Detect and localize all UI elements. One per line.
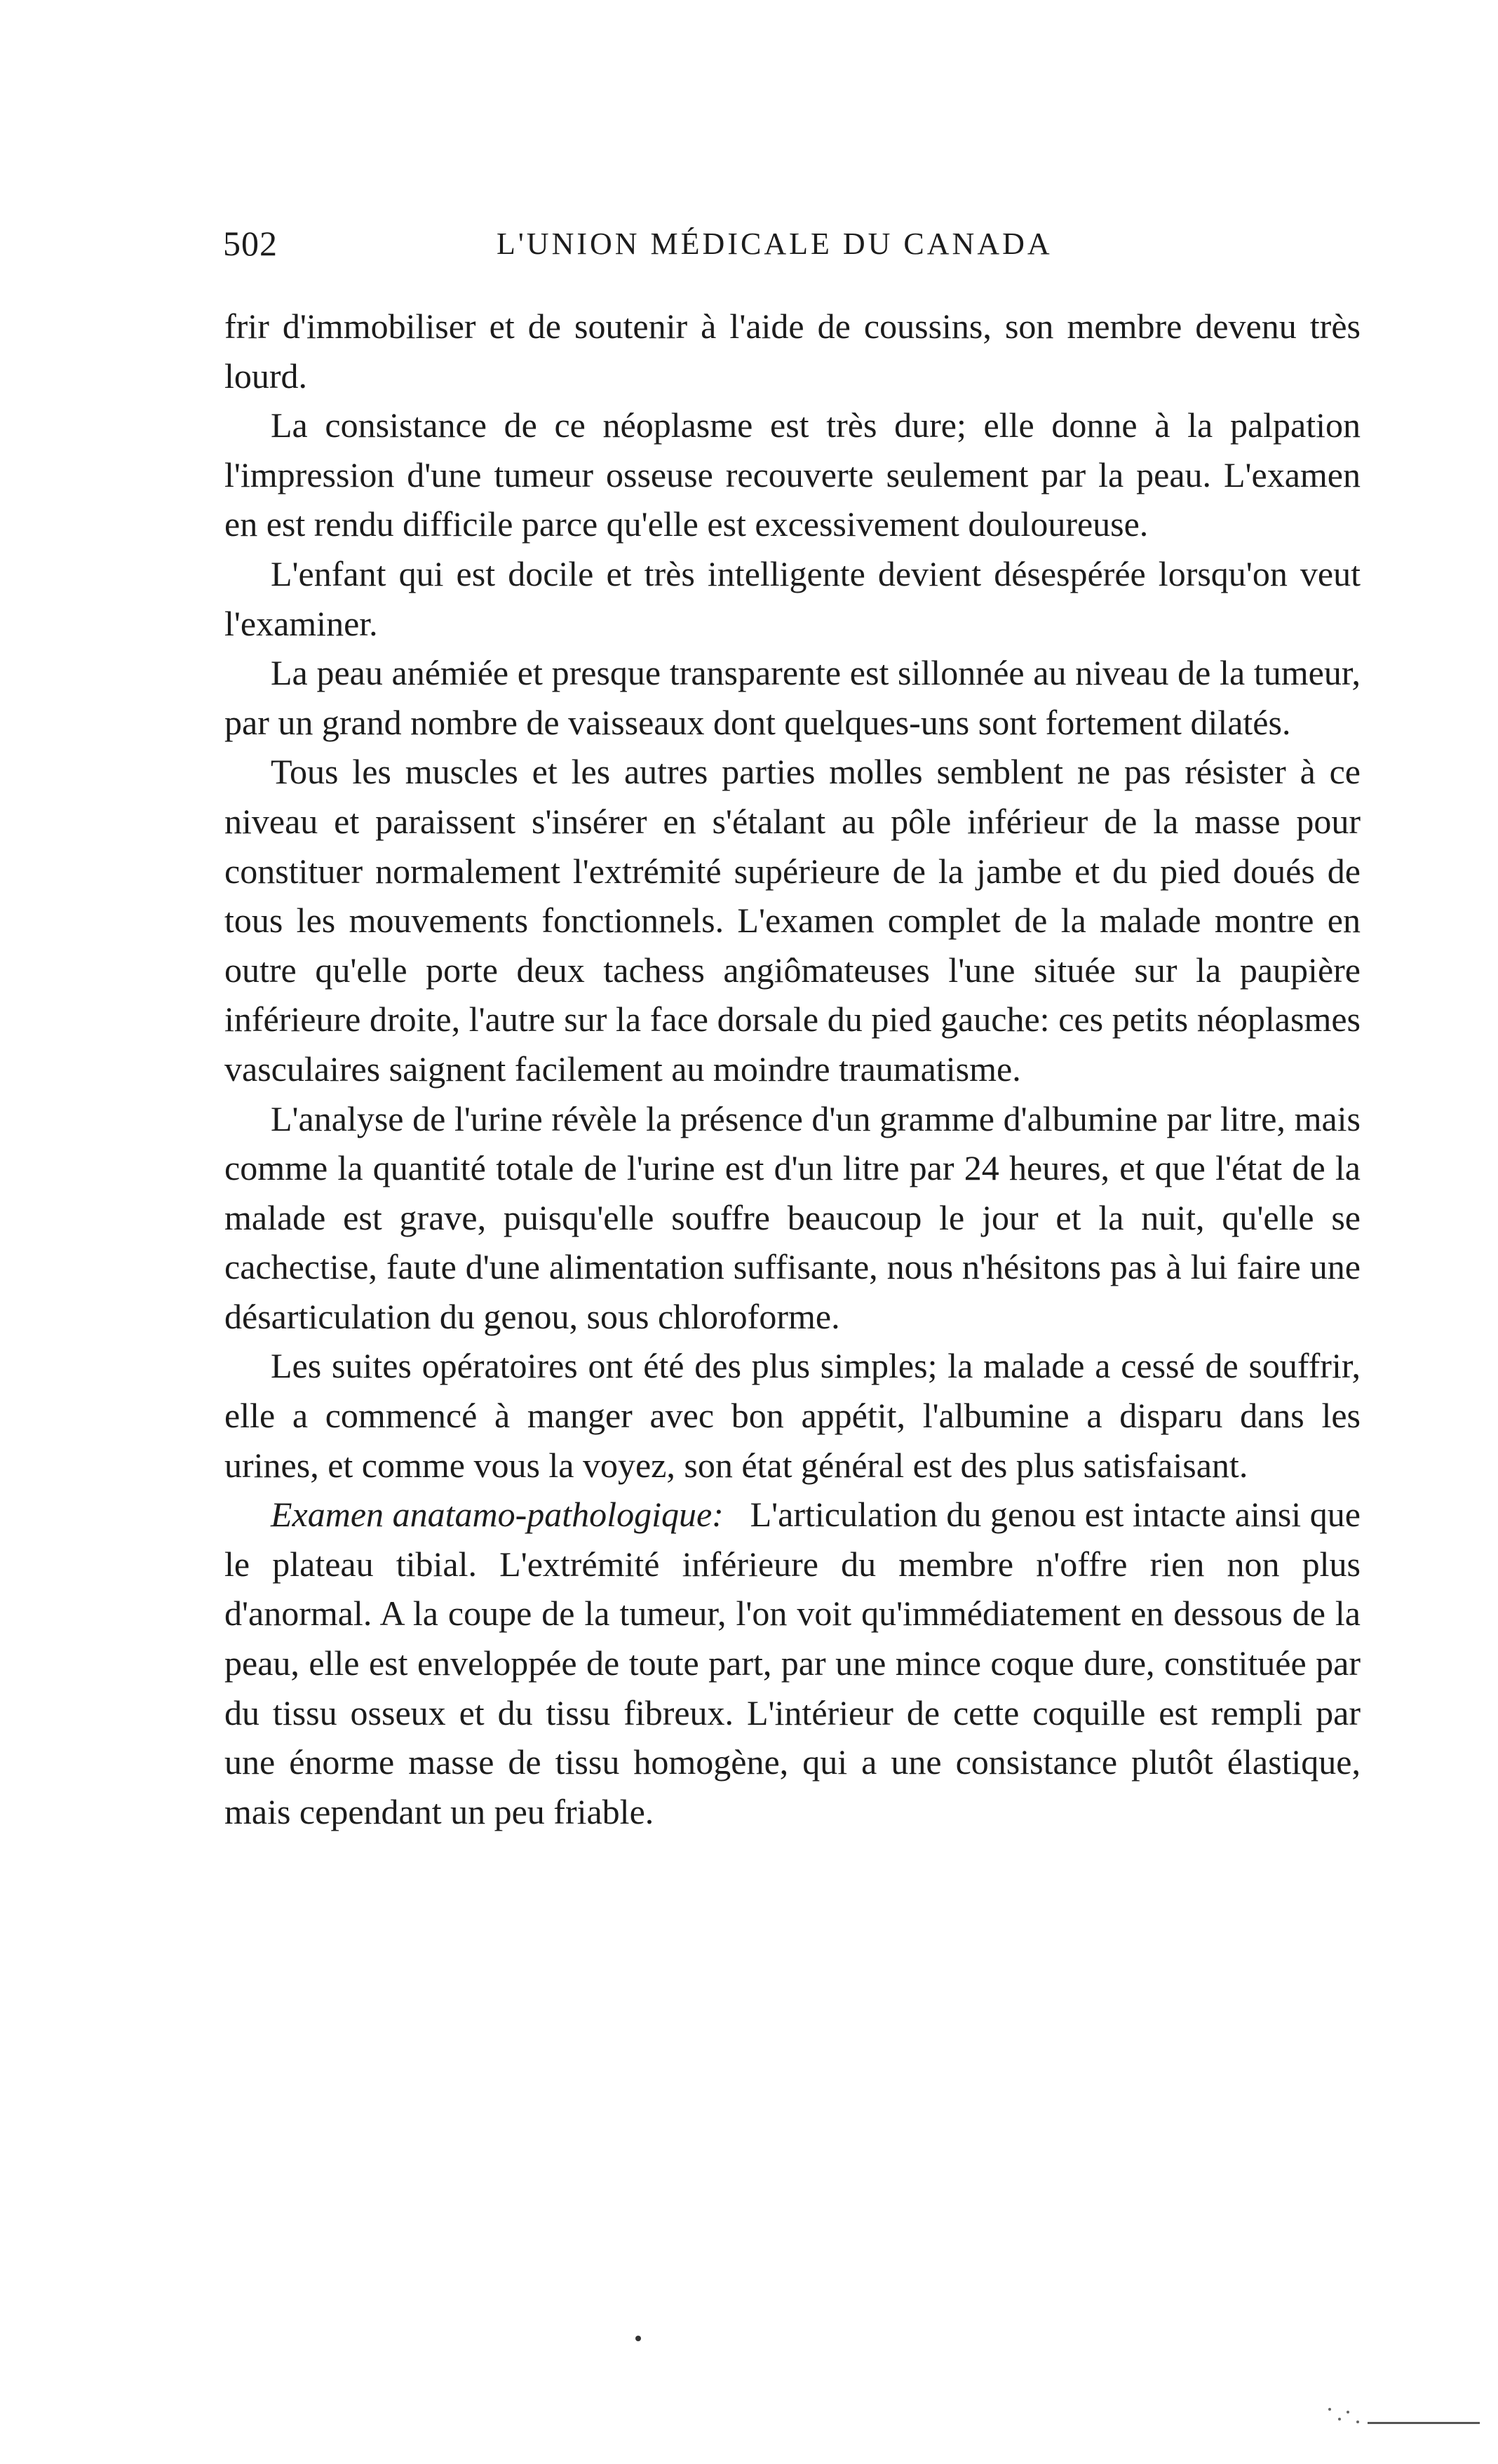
ink-speck <box>1338 2418 1341 2421</box>
ink-speck <box>1328 2408 1331 2411</box>
section-heading-examen: Examen anatamo-pathologique: <box>271 1495 724 1535</box>
corner-smudge <box>1325 2402 1480 2430</box>
ink-speck <box>1347 2411 1349 2413</box>
ink-dot <box>635 2336 641 2341</box>
page-number: 502 <box>223 224 278 263</box>
ink-speck <box>1356 2421 1359 2423</box>
running-head <box>223 223 1356 265</box>
journal-title: L'UNION MÉDICALE DU CANADA <box>497 227 1053 261</box>
paragraph-consistance: La consistance de ce néoplasme est très dure; elle donne à la palpation l'impression d'une tumeur osseuse recouverte seulement par la peau. L'examen en est rendu difficile parce qu'elle est excessivement douloureuse. <box>224 405 1361 544</box>
paragraph-enfant: L'enfant qui est docile et très intelligente devient désespérée lorsqu'on veut l'examiner. <box>224 553 1361 643</box>
corner-rule <box>1368 2422 1480 2424</box>
paragraph-examen-text: L'articulation du genou est intacte ainsi que le plateau tibial. L'extrémité inférieure du membre n'offre rien non plus d'anormal. A la coupe de la tumeur, l'on voit qu'immédiatement en dessous de la peau, elle est enveloppée de toute part, par une mince coque dure, constituée par du tissu osseux et du tissu fibreux. L'intérieur de cette coquille est rempli par une énorme masse de tissu homogène, qui a une consistance plutôt élastique, mais cependant un peu friable. <box>224 1495 1361 1831</box>
paragraph-examen-anatomo <box>224 1490 1361 1836</box>
paragraph-analyse-urine: L'analyse de l'urine révèle la présence d'un gramme d'albumine par litre, mais comme la quantité totale de l'urine est d'un litre par 24 heures, et que l'état de la malade est grave, puisqu'elle souffre beaucoup le jour et la nuit, qu'elle se cachectise, faute d'une alimentation suffisante, nous n'hésitons pas à lui faire une désarticulation du genou, sous chloroforme. <box>224 1098 1361 1336</box>
paragraph-continuation: frir d'immobiliser et de soutenir à l'aide de coussins, son membre devenu très lourd. <box>224 307 1361 396</box>
paragraph-muscles: Tous les muscles et les autres parties molles semblent ne pas résister à ce niveau et paraissent s'insérer en s'étalant au pôle inférieur de la masse pour constituer normalement l'extrémité supérieure de la jambe et du pied doués de tous les mouvements fonctionnels. L'examen complet de la malade montre en outre qu'elle porte deux tachess angiômateuses l'une située sur la paupière inférieure droite, l'autre sur la face dorsale du pied gauche: ces petits néoplasmes vasculaires saignent facilement au moindre traumatisme. <box>224 752 1361 1089</box>
paragraph-suites-operatoires: Les suites opératoires ont été des plus simples; la malade a cessé de souffrir, elle a commencé à manger avec bon appétit, l'albumine a disparu dans les urines, et comme vous la voyez, son état général est des plus satisfaisant. <box>224 1346 1361 1485</box>
paragraph-peau: La peau anémiée et presque transparente est sillonnée au niveau de la tumeur, par un grand nombre de vaisseaux dont quelques-uns sont fortement dilatés. <box>224 653 1361 742</box>
body-text <box>224 302 1361 1836</box>
